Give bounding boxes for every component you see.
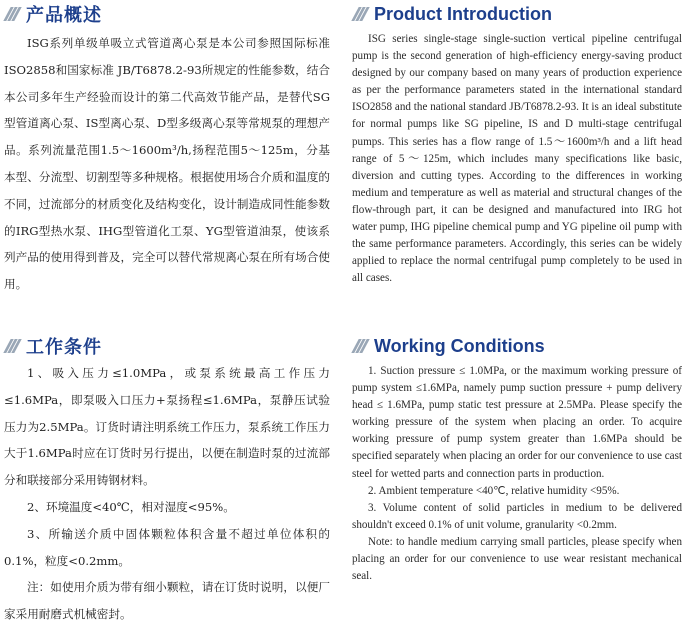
zh-intro-paragraph: ISG系列单级单吸立式管道离心泵是本公司参照国际标准ISO2858和国家标准 JB/T6878.2-93所规定的性能参数，结合本公司多年生产经验而设计的第二代高效节能产品，是替代SG型管道离心泵、IS型离心泵、D型多级离心泵等常规泵的理想产品。系列流量范围1.5～1600m³/h,扬程范围5～125m，分基本型、分流型、切割型等多种规格。根据使用场合介质和温度的不同，过流部分的材质变化及结构变化，设计制造成同性能参数的IRG型热水泵、IHG型管道化工泵、YG型管道油泵，使该系列产品的使用得到普及，完全可以替代常规离心泵在所有场合使用。	[4, 36, 330, 292]
en-intro-heading	[352, 2, 682, 26]
zh-intro-heading	[4, 2, 330, 26]
zh-condition-item: 1、吸入压力≤1.0MPa，或泵系统最高工作压力≤1.6MPa，即泵吸入口压力+泵扬程≤1.6MPa，泵静压试验压力为2.5MPa。订货时请注明系统工作压力，泵系统工作压力大于1.6MPa时应在订货时另行提出，以便在制造时泵的过流部分和联接部分采用铸钢材料。	[4, 366, 330, 488]
triple-slash-icon	[4, 6, 20, 22]
en-conditions-body	[352, 363, 682, 585]
zh-conditions-body	[4, 360, 330, 628]
en-conditions-section	[352, 334, 682, 585]
zh-condition-note: 注：如使用介质为带有细小颗粒，请在订货时说明，以便厂家采用耐磨式机械密封。	[4, 580, 330, 622]
en-condition-item: 3. Volume content of solid particles in medium to be delivered shouldn't exceed 0.1% of unit volume, granularity <0.2mm.	[352, 501, 682, 531]
en-condition-item: 1. Suction pressure ≤ 1.0MPa, or the maximum working pressure of pump system ≤1.6MPa, namely pump suction pressure + pump delivery head ≤ 1.6MPa, pump static test pressure at 2.5MPa. Please specify the working pressure of the system when placing an order. To acquire working pressure of pump system greater than 1.6MPa should be specified separately when placing an order for our convenience to use cast steel for wetted parts and connection parts in production.	[352, 365, 682, 480]
triple-slash-icon	[4, 338, 20, 354]
en-intro-title: Product Introduction	[374, 3, 552, 24]
triple-slash-icon	[352, 6, 368, 22]
en-conditions-heading	[352, 334, 682, 358]
zh-intro-section	[4, 2, 330, 298]
zh-conditions-title: 工作条件	[26, 337, 102, 358]
zh-condition-item: 3、所输送介质中固体颗粒体积含量不超过单位体积的0.1%，粒度<0.2mm。	[4, 526, 330, 568]
en-condition-item: 2. Ambient temperature <40℃, relative humidity <95%.	[368, 484, 620, 497]
triple-slash-icon	[352, 338, 368, 354]
en-condition-note: Note: to handle medium carrying small particles, please specify when placing an order for our convenience to use wear resistant mechanical seal.	[352, 535, 682, 583]
zh-conditions-heading	[4, 334, 330, 358]
en-intro-body	[352, 31, 682, 287]
zh-intro-body	[4, 30, 330, 298]
zh-conditions-section	[4, 334, 330, 628]
zh-condition-item: 2、环境温度<40℃，相对湿度<95%。	[27, 499, 235, 514]
en-intro-section	[352, 2, 682, 287]
en-intro-paragraph: ISG series single-stage single-suction vertical pipeline centrifugal pump is the second generation of high-efficiency energy-saving product designed by our company based on many years of production experience as per the performance parameters stated in the international standard ISO2858 and the national standard JB/T6878.2-93. It is an ideal substitute for normal pumps like SG pipeline, IS and D multi-stage centrifugal pumps. This series has a flow range of 1.5～1600m³/h and a lift head range of 5～125m, which includes many specifications like basic, diversion and cutting types. According to the differences in working medium and temperature as well as material and structural changes of the flow-through part, it can be designed and manufactured into IRG hot water pump, IHG pipeline chemical pump and YG pipeline oil pump with the same performance parameters. Accordingly, this series can be widely applied to replace the normal centrifugal pump completely to be used in all cases.	[352, 33, 682, 285]
en-conditions-title: Working Conditions	[374, 335, 545, 356]
zh-intro-title: 产品概述	[26, 5, 102, 26]
